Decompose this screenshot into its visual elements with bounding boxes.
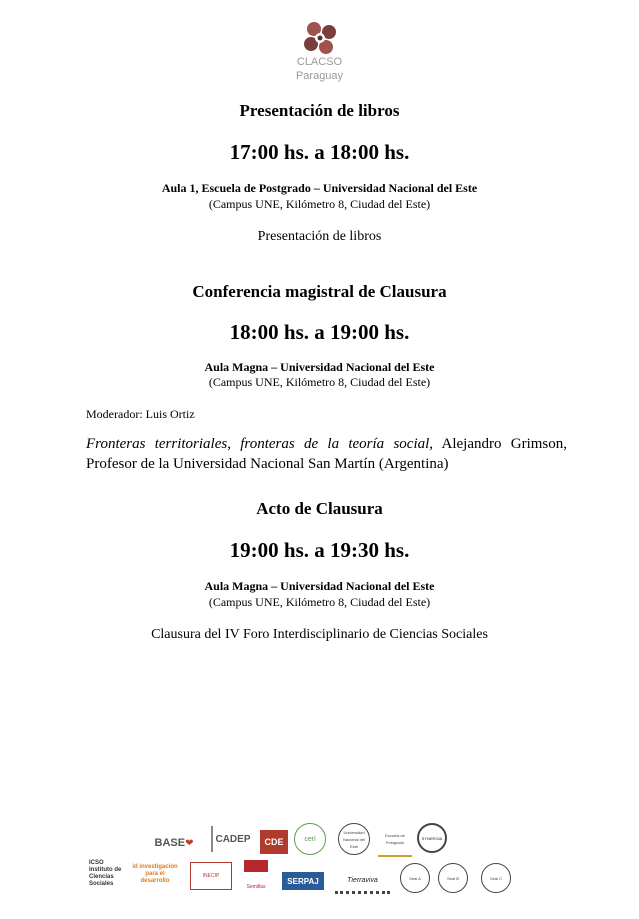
section-address: (Campus UNE, Kilómetro 8, Ciudad del Este) (208, 595, 431, 609)
section-heading: Presentación de libros (239, 101, 400, 120)
logo-sub: Paraguay (295, 70, 344, 82)
section-venue: Aula Magna – Universidad Nacional del Este (204, 360, 435, 374)
section-description: Presentación de libros (257, 229, 382, 244)
section-heading: Conferencia magistral de Clausura (192, 282, 447, 301)
section-time: 18:00 hs. a 19:00 hs. (229, 320, 410, 344)
sponsor-cde-logo: CDE (260, 830, 288, 854)
section-address: (Campus UNE, Kilómetro 8, Ciudad del Este) (208, 197, 431, 211)
sponsor-serpaj-logo: SERPAJ (282, 872, 324, 890)
section-time: 17:00 hs. a 18:00 hs. (229, 140, 410, 164)
sponsor-icso-logo: ICSO Instituto de Ciencias Sociales (89, 860, 122, 887)
section-time: 19:00 hs. a 19:30 hs. (229, 538, 410, 562)
sponsor-seal-b-icon: Seal B (438, 863, 468, 893)
sponsor-seal-c-icon: Seal C (481, 863, 511, 893)
logo-name: CLACSO (296, 56, 343, 68)
sponsor-id-logo: id investigación para el desarrollo (132, 863, 178, 884)
talk-title: Fronteras territoriales, fronteras de la teoría social (86, 436, 430, 452)
clacso-logo-icon (302, 20, 338, 56)
sponsor-semillas-logo: Semillas (244, 860, 268, 902)
talk-paragraph (86, 434, 567, 474)
section-venue: Aula 1, Escuela de Postgrado – Universidad Nacional del Este (161, 181, 478, 195)
sponsor-base-logo: BASE ❤ (154, 836, 194, 849)
sponsor-tierraviva-logo: Tierraviva (335, 869, 390, 894)
sponsor-synergia-logo: SYNERGIA (417, 823, 447, 853)
sponsor-ceri-logo: ceri (294, 823, 326, 855)
section-venue: Aula Magna – Universidad Nacional del Este (204, 579, 435, 593)
section-description: Clausura del IV Foro Interdisciplinario de Ciencias Sociales (151, 627, 488, 642)
sponsor-postgrado-logo: Escuela de Postgrado (378, 823, 412, 857)
sponsor-inecip-logo: INECIP (190, 862, 232, 890)
section-heading: Acto de Clausura (256, 499, 383, 518)
talk-speaker: , Alejandro Grimson, Profesor de la Universidad Nacional San Martín (Argentina) (86, 436, 567, 472)
sponsor-une-seal-icon: Universidad Nacional del Este (338, 823, 370, 855)
moderator: Moderador: Luis Ortiz (86, 407, 195, 421)
sponsor-seal-a-icon: Seal A (400, 863, 430, 893)
section-address: (Campus UNE, Kilómetro 8, Ciudad del Este) (208, 375, 431, 389)
sponsor-cadep-logo: CADEP (211, 826, 253, 852)
